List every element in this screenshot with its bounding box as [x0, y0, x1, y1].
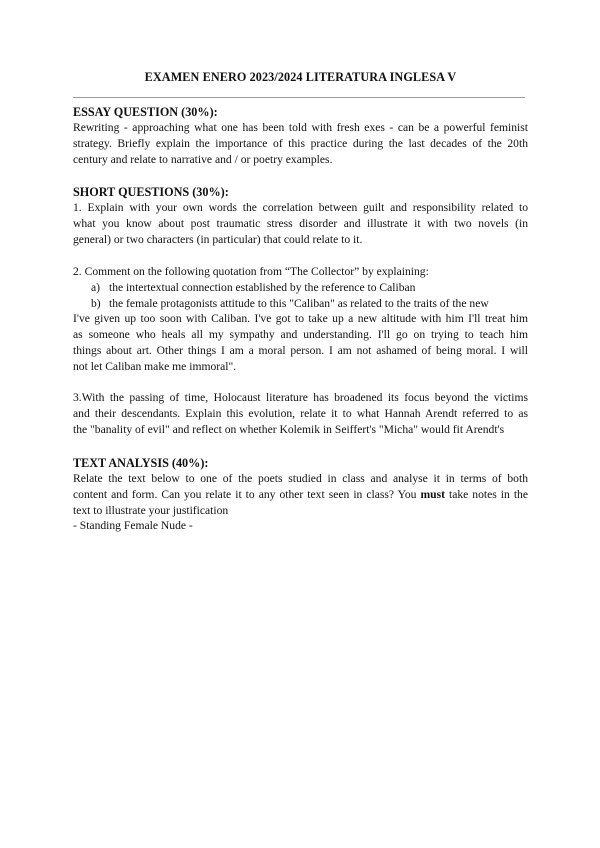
item-marker: a) — [91, 280, 101, 294]
text-analysis-line-end: take notes in the — [444, 487, 528, 501]
question-3-line: the "banality of evil" and reflect on whether Kolemik in Seiffert's "Micha" would fit Arendt's — [73, 422, 505, 436]
item-text: the intertextual connection established by the reference to Caliban — [109, 280, 416, 294]
essay-section — [73, 104, 528, 167]
text-analysis-line — [73, 487, 528, 503]
text-analysis-line: Relate the text below to one of the poets studied in class and analyse it in terms of both — [73, 472, 528, 485]
question-2 — [73, 264, 528, 375]
question-2-intro: 2. Comment on the following quotation from “The Collector” by explaining: — [73, 265, 429, 278]
poem-title: - Standing Female Nude - — [73, 519, 193, 533]
emphasis-must: must — [420, 487, 445, 501]
question-1-line: general) or two characters (in particular) that could relate to it. — [73, 232, 363, 246]
text-analysis-section — [73, 455, 528, 534]
question-2-item-b — [73, 296, 528, 312]
question-2-item-a — [73, 280, 528, 296]
question-3 — [73, 390, 528, 437]
text-analysis-line-start: content and form. Can you relate it to any other text seen in class? You — [73, 487, 421, 501]
essay-line: century and relate to narrative and / or poetry examples. — [73, 152, 333, 166]
question-1-line: 1. Explain with your own words the correlation between guilt and responsibility related to — [73, 201, 528, 214]
quote-line: as someone who heals all my sympathy and understanding. I'll go on trying to teach him — [73, 328, 528, 342]
quote-line: not let Caliban make me immoral". — [73, 359, 237, 373]
question-1-line: what you know about post traumatic stress disorder and illustrate it with two novels (in — [73, 216, 528, 230]
item-marker: b) — [91, 296, 101, 310]
text-analysis-heading: TEXT ANALYSIS (40%): — [73, 456, 209, 470]
essay-line: strategy. Briefly explain the importance of this practice during the last decades of the 20th — [73, 136, 528, 150]
text-analysis-line: text to illustrate your justification — [73, 503, 229, 517]
essay-line: Rewriting - approaching what one has been told with fresh exes - can be a powerful feminist — [73, 121, 528, 134]
short-questions-heading: SHORT QUESTIONS (30%): — [73, 185, 229, 199]
essay-heading: ESSAY QUESTION (30%): — [73, 105, 218, 119]
exam-title: EXAMEN ENERO 2023/2024 LITERATURA INGLESA V — [144, 70, 457, 84]
item-text: the female protagonists attitude to this "Caliban" as related to the traits of the new — [109, 296, 489, 310]
question-3-line: and their descendants. Explain this evolution, relate it to what Hannah Arendt referred to as — [73, 406, 528, 420]
title-divider — [73, 97, 525, 98]
quote-line: things about art. Other things I am a moral person. I am not ashamed of being moral. I will — [73, 343, 528, 357]
quote-line: I've given up too soon with Caliban. I've got to take up a new altitude with him I'll treat him — [73, 312, 528, 326]
short-questions-section — [73, 184, 528, 247]
question-3-line: 3.With the passing of time, Holocaust literature has broadened its focus beyond the victims — [73, 391, 528, 404]
